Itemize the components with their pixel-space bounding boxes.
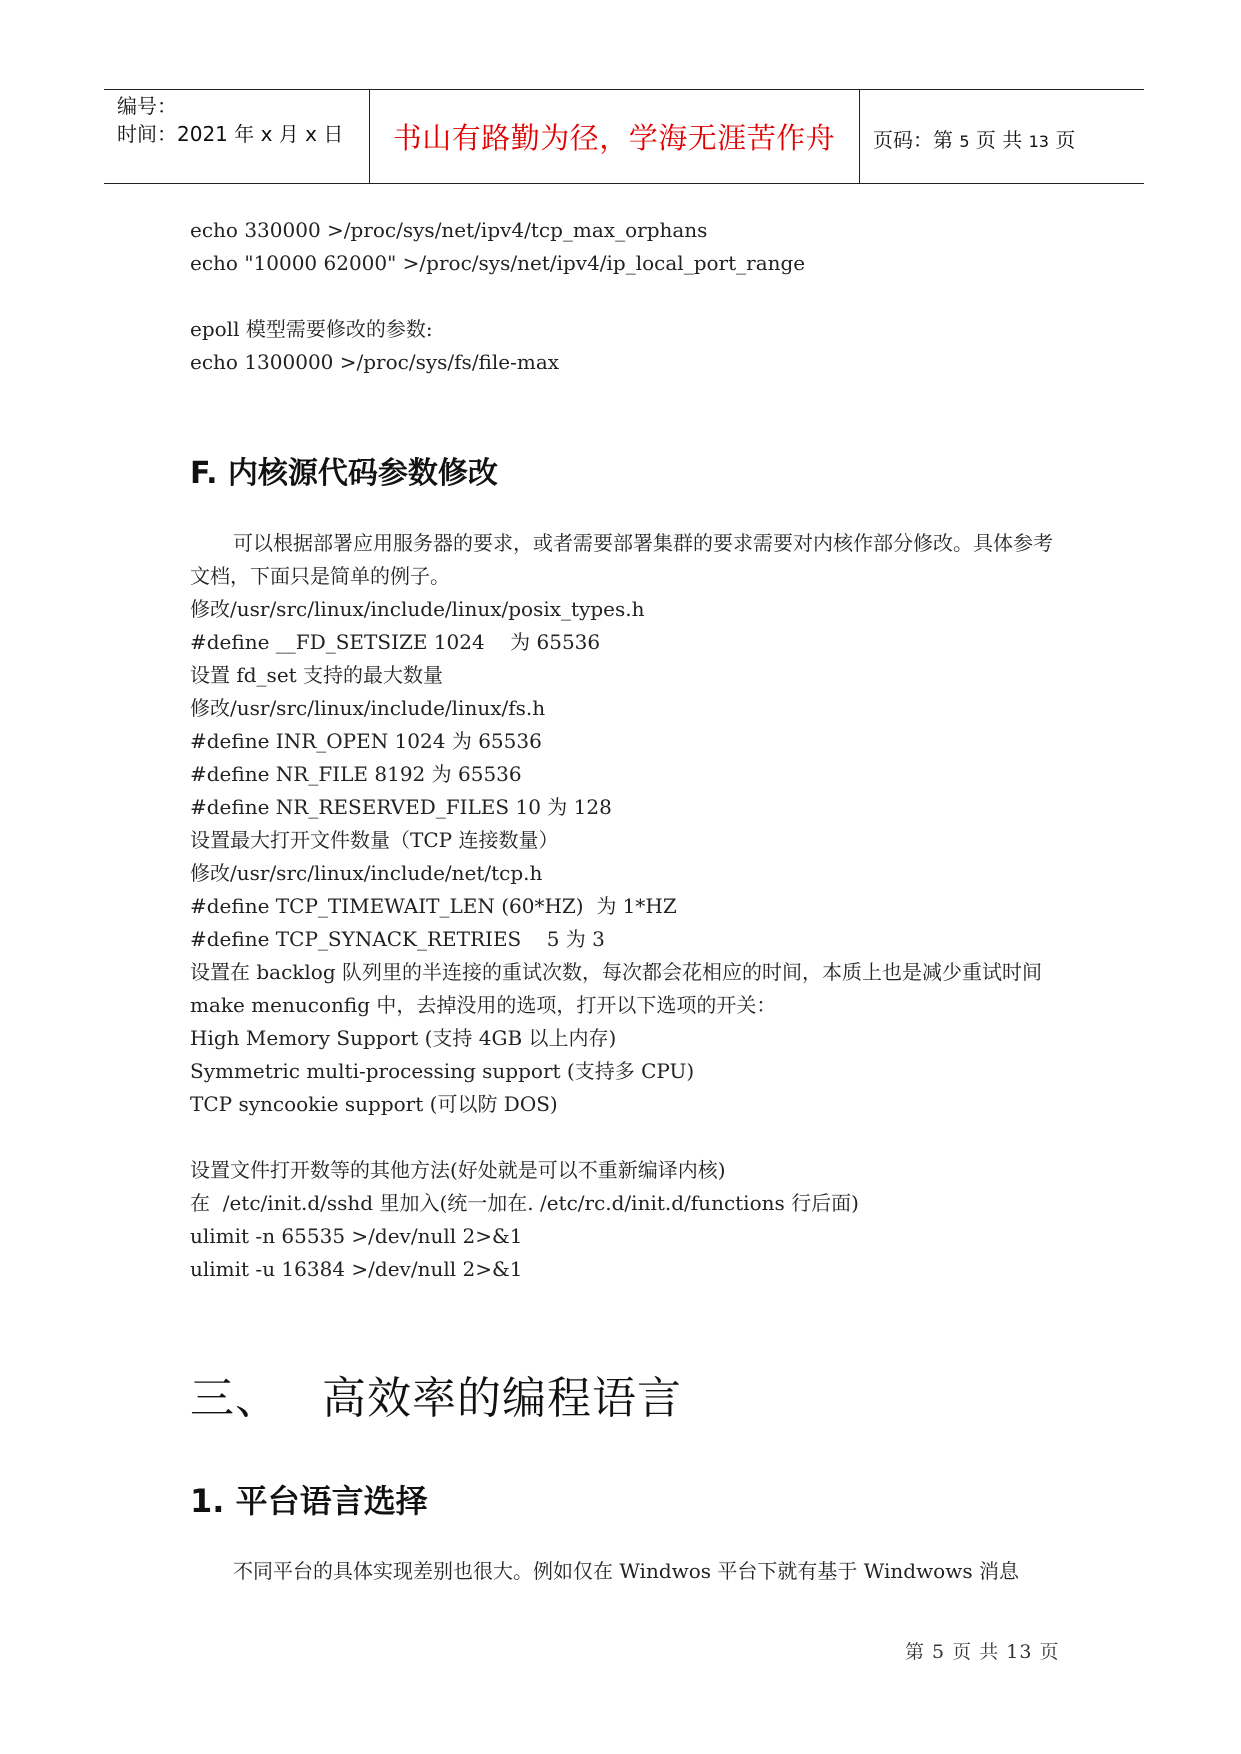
header-page-mid: 页 共 bbox=[969, 128, 1029, 152]
chapter-three-heading bbox=[190, 1362, 682, 1426]
header-number-label: 编号： bbox=[117, 94, 177, 118]
header-info bbox=[117, 92, 343, 148]
spacer bbox=[190, 1121, 1070, 1154]
text-line: #define TCP_TIMEWAIT_LEN (60*HZ) 为 1*HZ bbox=[190, 894, 677, 918]
command-line: ulimit -u 16384 >/dev/null 2>&1 bbox=[190, 1257, 523, 1281]
text-line: #define __FD_SETSIZE 1024 为 65536 bbox=[190, 630, 601, 654]
text-line: Symmetric multi-processing support (支持多 CPU) bbox=[190, 1059, 695, 1083]
header-time-label: 时间：2021 年 x 月 x 日 bbox=[117, 122, 344, 146]
text-line: #define NR_RESERVED_FILES 10 为 128 bbox=[190, 795, 612, 819]
text-line: 修改/usr/src/linux/include/net/tcp.h bbox=[190, 861, 543, 885]
command-line: echo "10000 62000" >/proc/sys/net/ipv4/ip_local_port_range bbox=[190, 251, 806, 275]
section-1-body bbox=[190, 1555, 1070, 1588]
section-f-intro: 可以根据部署应用服务器的要求，或者需要部署集群的要求需要对内核作部分修改。具体参考文档，下面只是简单的例子。 bbox=[190, 531, 1053, 588]
chapter-number: 三、 bbox=[190, 1373, 280, 1424]
header-bottom-rule bbox=[104, 183, 1144, 184]
section-f-body bbox=[190, 527, 1070, 1286]
header-page-prefix: 页码：第 bbox=[873, 128, 960, 152]
spacer bbox=[190, 280, 1070, 313]
header-top-rule bbox=[104, 89, 1144, 90]
header-page-number: 5 bbox=[959, 132, 970, 151]
section-1-text: 不同平台的具体实现差别也很大。例如仅在 Windwos 平台下就有基于 Windwows 消息 bbox=[233, 1559, 1019, 1583]
top-commands bbox=[190, 214, 1070, 379]
text-line: #define NR_FILE 8192 为 65536 bbox=[190, 762, 522, 786]
header-page-suffix: 页 bbox=[1048, 128, 1076, 152]
text-line: High Memory Support (支持 4GB 以上内存) bbox=[190, 1026, 617, 1050]
command-line: ulimit -n 65535 >/dev/null 2>&1 bbox=[190, 1224, 523, 1248]
backlog-paragraph: 设置在 backlog 队列里的半连接的重试次数，每次都会花相应的时间，本质上也是减少重试时间 bbox=[190, 960, 1043, 984]
header-divider-right bbox=[859, 89, 860, 183]
text-line: #define TCP_SYNACK_RETRIES 5 为 3 bbox=[190, 927, 605, 951]
text-line: TCP syncookie support (可以防 DOS) bbox=[190, 1092, 558, 1116]
section-f-heading: F. 内核源代码参数修改 bbox=[190, 456, 498, 491]
command-line: echo 1300000 >/proc/sys/fs/file-max bbox=[190, 350, 560, 374]
section-1-heading: 1. 平台语言选择 bbox=[190, 1482, 428, 1520]
text-line: 修改/usr/src/linux/include/linux/posix_types.h bbox=[190, 597, 645, 621]
text-line: 设置 fd_set 支持的最大数量 bbox=[190, 663, 444, 687]
command-line: echo 330000 >/proc/sys/net/ipv4/tcp_max_orphans bbox=[190, 218, 708, 242]
text-line: 修改/usr/src/linux/include/linux/fs.h bbox=[190, 696, 546, 720]
header-motto: 书山有路勤为径，学海无涯苦作舟 bbox=[392, 121, 836, 155]
text-line: #define INR_OPEN 1024 为 65536 bbox=[190, 729, 542, 753]
text-line: 设置最大打开文件数量（TCP 连接数量） bbox=[190, 828, 559, 852]
text-line: 设置文件打开数等的其他方法(好处就是可以不重新编译内核) bbox=[190, 1158, 726, 1182]
header-page-info bbox=[873, 124, 1075, 153]
header-page-total: 13 bbox=[1028, 132, 1049, 151]
text-line: epoll 模型需要修改的参数: bbox=[190, 317, 433, 341]
text-line: make menuconfig 中，去掉没用的选项，打开以下选项的开关： bbox=[190, 993, 777, 1017]
text-line: 在 /etc/init.d/sshd 里加入(统一加在. /etc/rc.d/init.d/functions 行后面) bbox=[190, 1191, 859, 1215]
chapter-title: 高效率的编程语言 bbox=[322, 1373, 682, 1424]
page-footer: 第 5 页 共 13 页 bbox=[905, 1641, 1060, 1663]
